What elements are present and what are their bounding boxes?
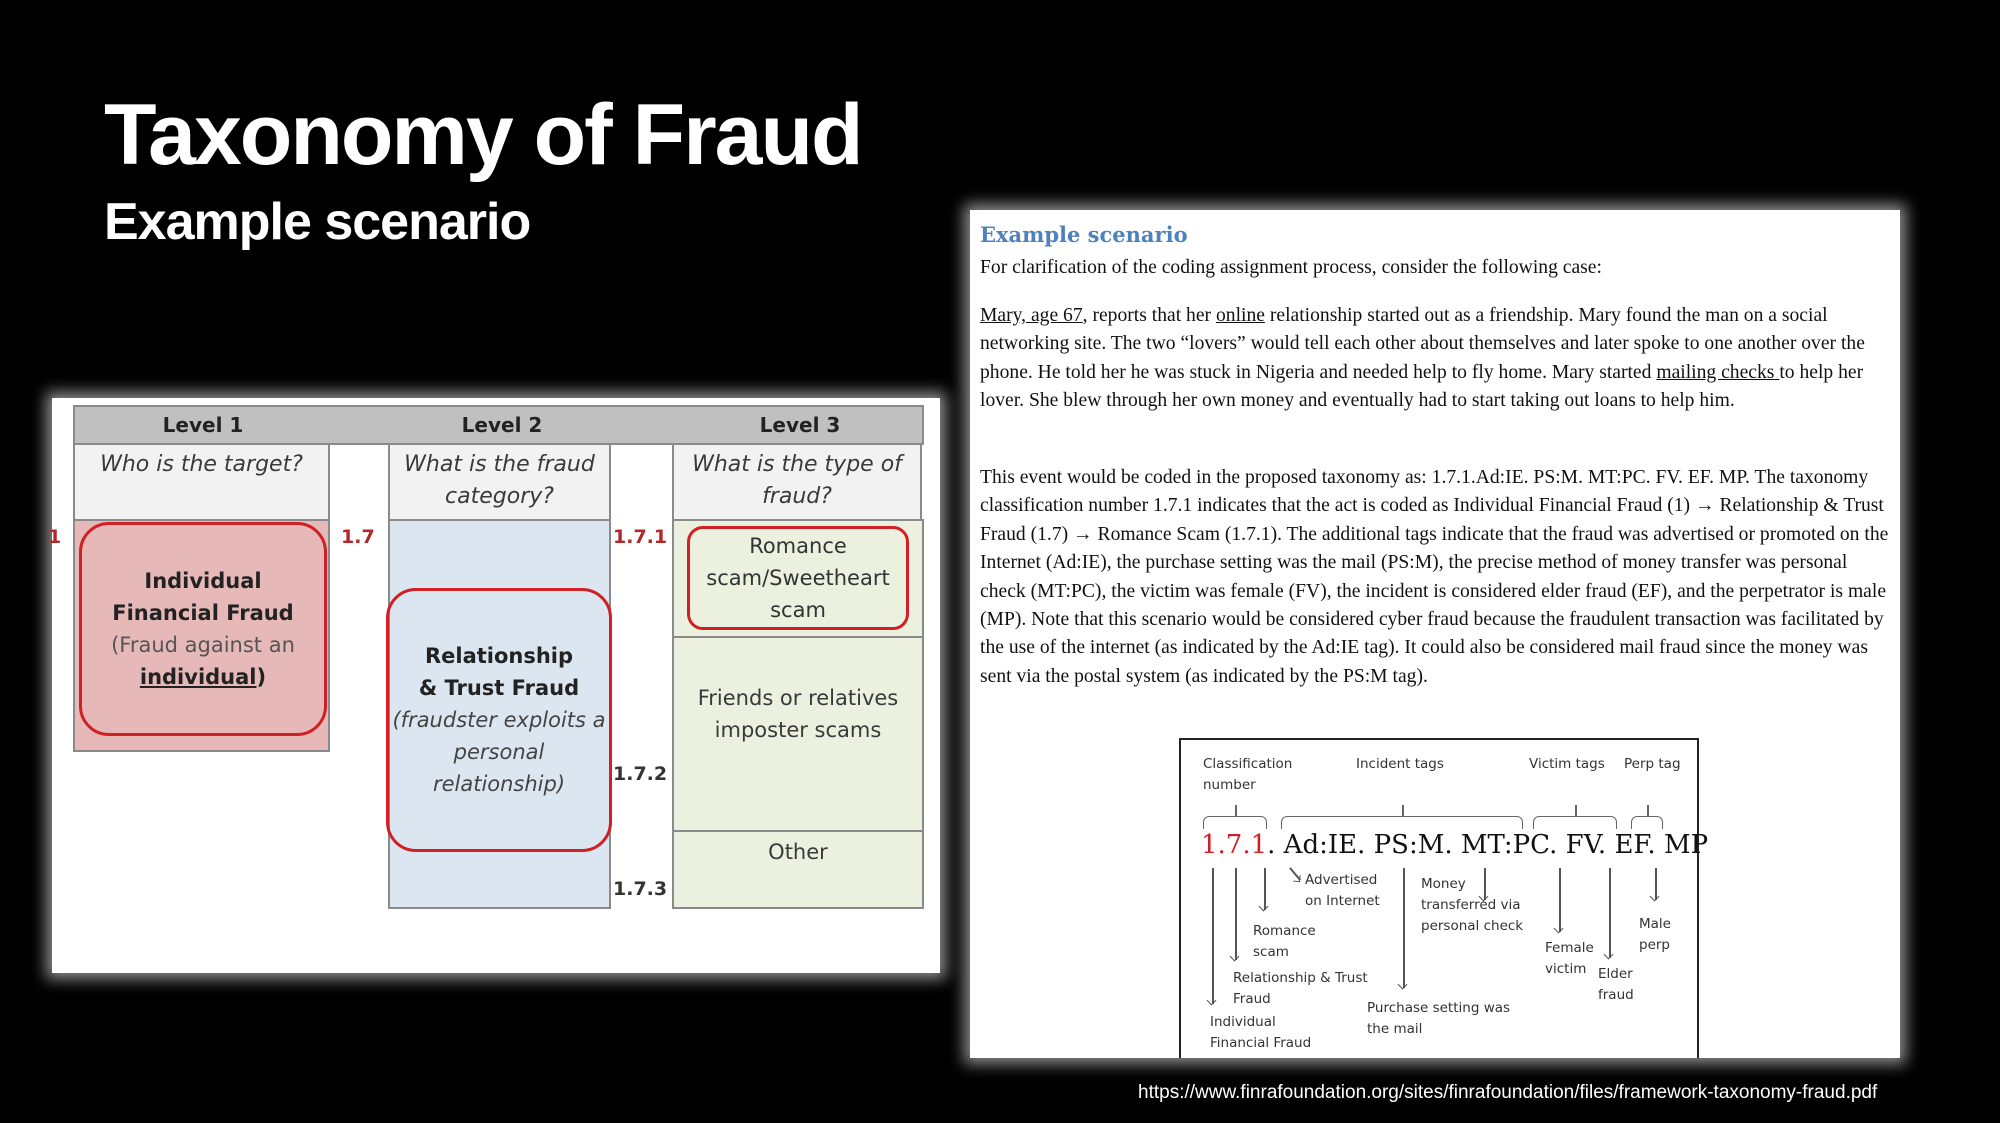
document-paragraph-2: This event would be coded in the proposed taxonomy as: 1.7.1.Ad:IE. PS:M. MT:PC. FV. EF. MP. The taxonomy classification number 1.7.1 indicates that the act is coded as Individual Financial Fraud (1) → Relationship & Trust Fraud (1.7) → Romance Scam (1.7.1). The additional tags indicate that the fraud was advertised or promoted on the Internet (Ad:IE), the purchase setting was the mail (PS:M), the precise method of money transfer was personal check (MT:PC), the victim was female (FV), the incident is considered elder fraud (EF), and the perpetrator is male (MP). Note that this scenario would be considered cyber fraud because the fraudulent transaction was facilitated by the use of the internet (as indicated by the Ad:IE tag). It could also be considered mail fraud since the money was sent via the postal system (as indicated by the PS:M tag). [980, 467, 1889, 687]
paragraph-text: to help her lover. She blew through her own money and eventually had to start taking out loans to help him. [980, 361, 1864, 412]
document-intro: For clarification of the coding assignment process, consider the following case: [980, 257, 1602, 278]
arrow-icon [1559, 868, 1561, 932]
level-3-label: Other [768, 840, 828, 864]
annotation-female-victim: Female victim [1545, 940, 1594, 977]
header-level-3: Level 3 [759, 413, 841, 437]
level-3-label: Romance scam/Sweetheart scam [706, 534, 890, 622]
annotation-male-perp: Male perp [1639, 916, 1671, 953]
underlined-text: mailing checks [1656, 361, 1780, 383]
group-label-incident: Incident tags [1356, 756, 1444, 772]
arrow-icon [1655, 868, 1657, 900]
annotation-relationship-fraud: Relationship & Trust Fraud [1233, 970, 1368, 1007]
group-label-classification: Classification number [1203, 756, 1293, 793]
code-level-3-3: 1.7.3 [613, 878, 668, 900]
paragraph-text: relationship started out as a friendship. Mary found the man on a social networking site. The two “lovers” would tell each other about themselves and later spoke to one another over the phone. He told her he was stuck in Nigeria and needed help to fly home. Mary started [980, 305, 1865, 383]
arrow-icon [1235, 868, 1237, 960]
annotation-advertised: Advertised on Internet [1305, 872, 1380, 909]
question-text: Who is the target? [100, 452, 303, 477]
code-level-1: 1 [48, 526, 62, 548]
group-label-perp: Perp tag [1624, 756, 1681, 772]
level-1-desc-suffix: ) [256, 665, 267, 689]
level-header-row [73, 405, 924, 445]
code-tags: . Ad:IE. PS:M. MT:PC. FV. EF. MP [1267, 830, 1709, 860]
annotation-money-transfer: Money transferred via personal check [1421, 876, 1524, 934]
arrow-icon [1403, 868, 1405, 988]
question-level-3 [672, 443, 922, 521]
brace-perp [1631, 816, 1663, 829]
level-2-desc: (fraudster exploits a personal relationship) [392, 708, 606, 796]
question-text: What is the fraud category? [404, 452, 595, 509]
underlined-text: Mary, age 67 [980, 305, 1083, 326]
code-level-3-1: 1.7.1 [613, 526, 668, 548]
arrow-icon [1264, 868, 1266, 910]
question-level-2 [388, 443, 611, 521]
level-3-highlight-box [687, 526, 909, 630]
annotation-purchase-setting: Purchase setting was the mail [1367, 1000, 1511, 1037]
group-label-victim: Victim tags [1529, 756, 1605, 772]
level-1-desc-emphasis: individual [139, 665, 257, 689]
code-number: 1.7.1 [1201, 830, 1268, 860]
arrow-icon [1289, 868, 1300, 881]
underlined-text: online [1215, 305, 1265, 326]
question-text: What is the type of fraud? [692, 452, 902, 509]
slide-subtitle: Example scenario [104, 193, 531, 251]
arrow-icon [1609, 868, 1611, 958]
level-1-highlight-box [79, 522, 327, 736]
source-url: https://www.finrafoundation.org/sites/finrafoundation/files/framework-taxonomy-fraud.pdf [1138, 1082, 1878, 1103]
paragraph-text: , reports that her [1082, 305, 1216, 326]
annotation-individual-fraud: Individual Financial Fraud [1210, 1014, 1312, 1051]
annotation-elder-fraud: Elder fraud [1598, 966, 1634, 1003]
document-heading: Example scenario [980, 222, 1188, 247]
level-3-row-3 [672, 830, 924, 909]
level-3-label: Friends or relatives imposter scams [697, 686, 899, 742]
document-paragraph-1 [980, 302, 1892, 416]
header-level-1: Level 1 [162, 413, 244, 437]
level-1-title: Individual Financial Fraud [112, 569, 294, 625]
annotation-romance-scam: Romance scam [1253, 923, 1316, 960]
brace-classification [1203, 816, 1267, 829]
level-1-desc: (Fraud against an [111, 633, 295, 657]
arrow-icon [1212, 868, 1214, 1004]
classification-code [1201, 830, 1708, 860]
brace-victim [1533, 816, 1617, 829]
level-2-highlight-box [386, 588, 612, 852]
slide-title: Taxonomy of Fraud [104, 87, 862, 183]
brace-incident [1281, 816, 1523, 829]
taxonomy-table-panel [48, 398, 940, 973]
code-breakdown-diagram [1179, 738, 1709, 1058]
header-level-2: Level 2 [461, 413, 543, 437]
code-level-2: 1.7 [341, 526, 375, 548]
question-level-1 [73, 443, 330, 521]
level-2-title: Relationship & Trust Fraud [418, 644, 580, 700]
code-level-3-2: 1.7.2 [613, 763, 668, 785]
document-excerpt-panel [970, 210, 1900, 1058]
level-3-row-2 [672, 636, 924, 832]
